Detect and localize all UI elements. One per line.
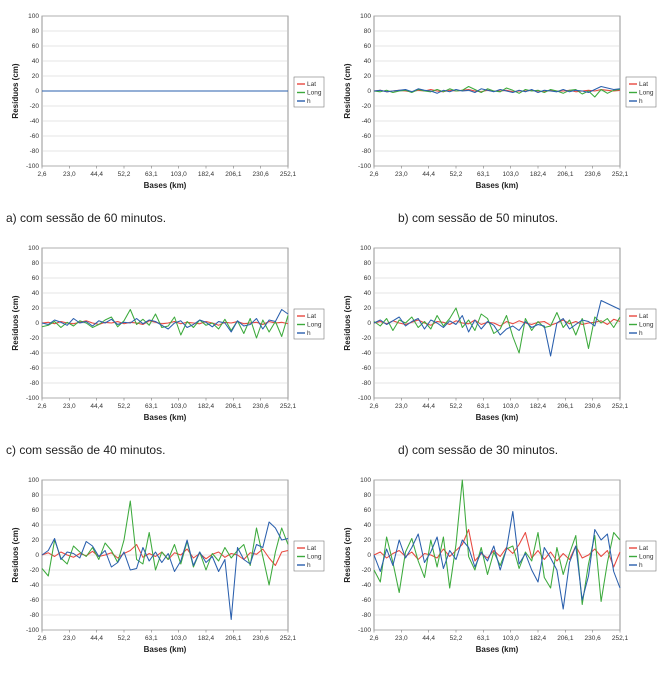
- y-tick-label: -60: [361, 133, 371, 141]
- x-tick-label: 103,0: [502, 171, 519, 178]
- y-tick-label: 0: [35, 88, 39, 96]
- legend-label-lat: Lat: [639, 545, 649, 553]
- y-tick-label: 80: [31, 260, 39, 268]
- y-tick-label: -80: [29, 612, 39, 620]
- x-tick-label: 182,4: [197, 635, 215, 642]
- y-tick-label: 40: [363, 290, 371, 298]
- x-axis-label: Bases (km): [143, 645, 187, 654]
- x-tick-label: 206,1: [225, 171, 242, 178]
- legend-label-lat: Lat: [307, 81, 317, 89]
- y-tick-label: 40: [31, 522, 39, 530]
- y-tick-label: 80: [363, 28, 371, 36]
- y-axis-label: Resíduos (cm): [343, 63, 352, 119]
- y-tick-label: -20: [361, 567, 371, 575]
- y-tick-label: -80: [29, 148, 39, 156]
- y-tick-label: 60: [31, 43, 39, 51]
- legend-label-long: Long: [307, 553, 322, 561]
- chart-e: [6, 472, 326, 682]
- y-tick-label: 100: [28, 13, 39, 21]
- caption-c: c) com sessão de 40 minutos.: [6, 443, 166, 457]
- chart-c: [6, 240, 326, 450]
- y-tick-label: -20: [29, 335, 39, 343]
- chart-b: [338, 8, 658, 218]
- y-tick-label: -40: [29, 118, 39, 126]
- y-tick-label: -100: [357, 395, 371, 403]
- x-axis-label: Bases (km): [475, 413, 519, 422]
- chart-a: [6, 8, 326, 218]
- x-tick-label: 44,4: [422, 403, 435, 410]
- x-tick-label: 23,0: [395, 635, 408, 642]
- x-tick-label: 230,6: [584, 635, 601, 642]
- x-tick-label: 23,0: [63, 403, 76, 410]
- y-tick-label: -100: [357, 627, 371, 635]
- x-tick-label: 63,1: [145, 171, 158, 178]
- x-tick-label: 103,0: [502, 635, 519, 642]
- y-tick-label: 80: [363, 492, 371, 500]
- x-tick-label: 63,1: [145, 403, 158, 410]
- legend-label-long: Long: [307, 89, 322, 97]
- legend-label-long: Long: [307, 321, 322, 329]
- x-tick-label: 103,0: [170, 171, 187, 178]
- x-tick-label: 63,1: [477, 635, 490, 642]
- x-tick-label: 2,6: [37, 403, 47, 410]
- x-tick-label: 23,0: [395, 171, 408, 178]
- y-tick-label: -80: [29, 380, 39, 388]
- y-axis-label: Resíduos (cm): [343, 527, 352, 583]
- y-tick-label: -80: [361, 380, 371, 388]
- x-tick-label: 206,1: [557, 171, 574, 178]
- y-tick-label: -80: [361, 612, 371, 620]
- x-tick-label: 52,2: [117, 403, 131, 410]
- y-axis-label: Resíduos (cm): [11, 295, 20, 351]
- chart-f: [338, 472, 658, 682]
- x-tick-label: 52,2: [449, 635, 463, 642]
- x-tick-label: 2,6: [369, 171, 379, 178]
- x-tick-label: 44,4: [90, 635, 103, 642]
- y-tick-label: 100: [28, 245, 39, 253]
- x-tick-label: 182,4: [529, 403, 547, 410]
- y-tick-label: 20: [363, 305, 371, 313]
- y-tick-label: -20: [361, 103, 371, 111]
- y-tick-label: -60: [29, 133, 39, 141]
- y-tick-label: -40: [361, 350, 371, 358]
- x-tick-label: 23,0: [395, 403, 408, 410]
- x-tick-label: 252,1: [611, 171, 629, 178]
- x-tick-label: 63,1: [145, 635, 158, 642]
- chart-c-svg: [6, 240, 326, 430]
- legend-label-h: h: [307, 562, 311, 570]
- legend-label-lat: Lat: [639, 81, 649, 89]
- legend-label-long: Long: [639, 89, 654, 97]
- x-tick-label: 252,1: [279, 403, 297, 410]
- y-tick-label: -40: [361, 582, 371, 590]
- x-tick-label: 2,6: [37, 171, 47, 178]
- y-axis-label: Resíduos (cm): [11, 527, 20, 583]
- x-tick-label: 252,1: [611, 635, 629, 642]
- legend-label-lat: Lat: [307, 545, 317, 553]
- x-tick-label: 206,1: [225, 403, 242, 410]
- y-tick-label: -60: [361, 365, 371, 373]
- x-tick-label: 230,6: [584, 403, 601, 410]
- legend-label-lat: Lat: [307, 313, 317, 321]
- y-tick-label: -100: [25, 627, 39, 635]
- y-tick-label: 100: [28, 477, 39, 485]
- y-tick-label: 80: [363, 260, 371, 268]
- y-tick-label: 40: [363, 522, 371, 530]
- x-tick-label: 252,1: [611, 403, 629, 410]
- x-tick-label: 182,4: [197, 403, 215, 410]
- y-tick-label: -20: [361, 335, 371, 343]
- chart-b-svg: [338, 8, 658, 198]
- y-tick-label: -100: [25, 163, 39, 171]
- x-tick-label: 44,4: [422, 635, 435, 642]
- y-tick-label: 80: [31, 492, 39, 500]
- y-tick-label: 20: [31, 73, 39, 81]
- y-tick-label: 100: [360, 477, 371, 485]
- x-tick-label: 103,0: [170, 403, 187, 410]
- y-tick-label: 0: [367, 88, 371, 96]
- y-tick-label: 60: [31, 275, 39, 283]
- legend-label-h: h: [639, 330, 643, 338]
- y-tick-label: 20: [31, 305, 39, 313]
- y-tick-label: 60: [31, 507, 39, 515]
- caption-d: d) com sessão de 30 minutos.: [398, 443, 559, 457]
- legend-label-h: h: [307, 330, 311, 338]
- y-tick-label: 40: [31, 290, 39, 298]
- x-tick-label: 252,1: [279, 635, 297, 642]
- x-axis-label: Bases (km): [143, 181, 187, 190]
- legend-label-h: h: [639, 98, 643, 106]
- x-tick-label: 230,6: [252, 171, 269, 178]
- x-tick-label: 230,6: [252, 635, 269, 642]
- y-tick-label: 0: [35, 320, 39, 328]
- x-tick-label: 44,4: [90, 403, 103, 410]
- y-tick-label: 100: [360, 13, 371, 21]
- x-tick-label: 2,6: [37, 635, 47, 642]
- x-axis-label: Bases (km): [475, 645, 519, 654]
- y-tick-label: -60: [29, 597, 39, 605]
- chart-d-svg: [338, 240, 658, 430]
- y-tick-label: 20: [31, 537, 39, 545]
- y-tick-label: -40: [361, 118, 371, 126]
- x-tick-label: 103,0: [170, 635, 187, 642]
- y-tick-label: -60: [29, 365, 39, 373]
- legend-label-long: Long: [639, 321, 654, 329]
- y-tick-label: -40: [29, 582, 39, 590]
- legend-label-long: Long: [639, 553, 654, 561]
- x-tick-label: 206,1: [557, 403, 574, 410]
- legend-label-h: h: [639, 562, 643, 570]
- x-tick-label: 52,2: [117, 171, 131, 178]
- y-tick-label: -40: [29, 350, 39, 358]
- y-tick-label: 0: [367, 552, 371, 560]
- y-tick-label: 0: [35, 552, 39, 560]
- x-tick-label: 44,4: [422, 171, 435, 178]
- chart-a-svg: [6, 8, 326, 198]
- x-tick-label: 63,1: [477, 171, 490, 178]
- y-tick-label: -60: [361, 597, 371, 605]
- x-tick-label: 2,6: [369, 635, 379, 642]
- y-tick-label: 40: [31, 58, 39, 66]
- x-tick-label: 52,2: [449, 403, 463, 410]
- x-tick-label: 182,4: [529, 635, 547, 642]
- x-tick-label: 230,6: [252, 403, 269, 410]
- legend-label-lat: Lat: [639, 313, 649, 321]
- y-tick-label: -100: [25, 395, 39, 403]
- chart-e-svg: [6, 472, 326, 662]
- y-tick-label: 20: [363, 537, 371, 545]
- x-tick-label: 23,0: [63, 171, 76, 178]
- x-tick-label: 52,2: [449, 171, 463, 178]
- y-tick-label: -20: [29, 103, 39, 111]
- x-tick-label: 182,4: [529, 171, 547, 178]
- x-axis-label: Bases (km): [475, 181, 519, 190]
- y-tick-label: 60: [363, 507, 371, 515]
- y-tick-label: -80: [361, 148, 371, 156]
- y-tick-label: 40: [363, 58, 371, 66]
- y-tick-label: -100: [357, 163, 371, 171]
- x-tick-label: 252,1: [279, 171, 297, 178]
- caption-a: a) com sessão de 60 minutos.: [6, 211, 167, 225]
- x-tick-label: 206,1: [225, 635, 242, 642]
- x-tick-label: 103,0: [502, 403, 519, 410]
- y-tick-label: -20: [29, 567, 39, 575]
- y-tick-label: 0: [367, 320, 371, 328]
- x-tick-label: 206,1: [557, 635, 574, 642]
- y-tick-label: 80: [31, 28, 39, 36]
- chart-f-svg: [338, 472, 658, 662]
- y-tick-label: 60: [363, 43, 371, 51]
- caption-b: b) com sessão de 50 minutos.: [398, 211, 559, 225]
- y-tick-label: 60: [363, 275, 371, 283]
- chart-d: [338, 240, 658, 450]
- x-tick-label: 182,4: [197, 171, 215, 178]
- x-tick-label: 52,2: [117, 635, 131, 642]
- x-tick-label: 23,0: [63, 635, 76, 642]
- x-tick-label: 2,6: [369, 403, 379, 410]
- legend-label-h: h: [307, 98, 311, 106]
- y-tick-label: 20: [363, 73, 371, 81]
- y-tick-label: 100: [360, 245, 371, 253]
- x-tick-label: 63,1: [477, 403, 490, 410]
- x-tick-label: 230,6: [584, 171, 601, 178]
- y-axis-label: Resíduos (cm): [343, 295, 352, 351]
- y-axis-label: Resíduos (cm): [11, 63, 20, 119]
- x-tick-label: 44,4: [90, 171, 103, 178]
- x-axis-label: Bases (km): [143, 413, 187, 422]
